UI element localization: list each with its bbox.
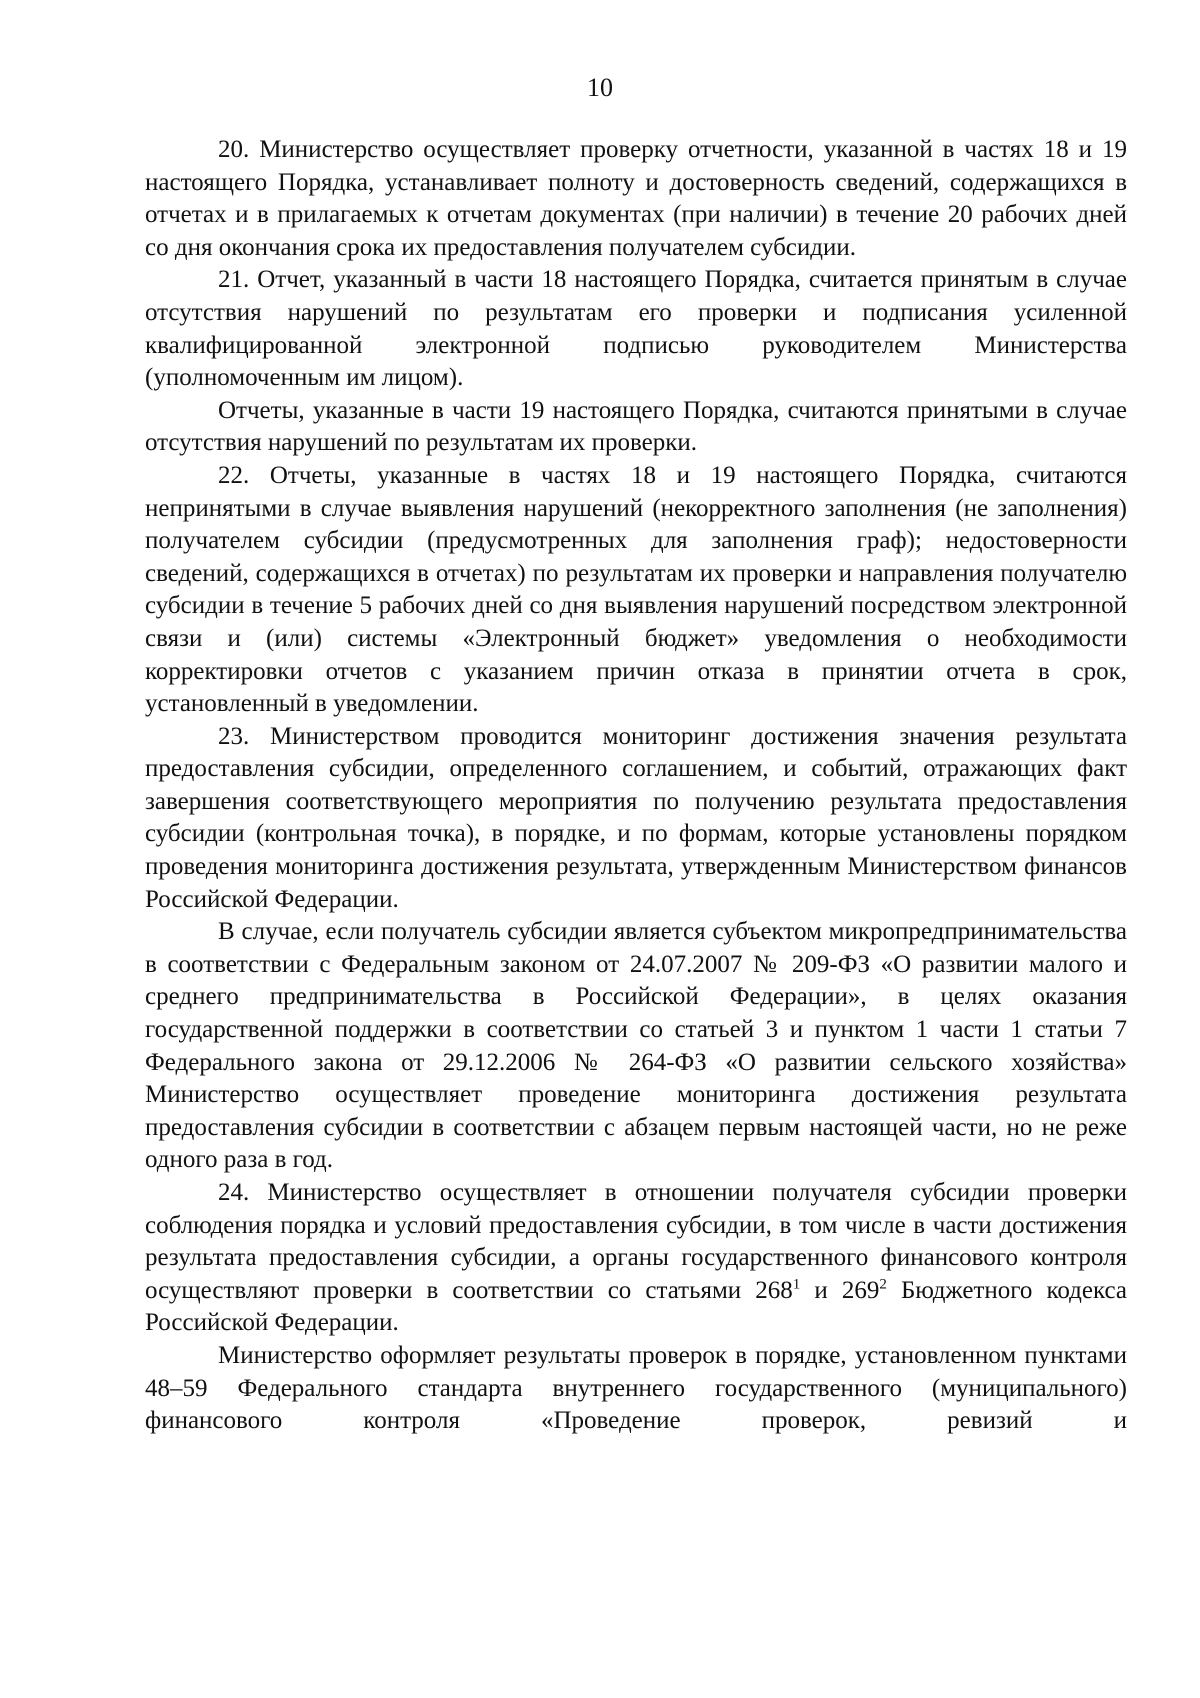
paragraph-24: [145, 1177, 1127, 1340]
superscript-1: 1: [792, 1276, 801, 1293]
paragraph-24-text-middle: и 269: [800, 1276, 880, 1304]
paragraph-21: 21. Отчет, указанный в части 18 настоящего Порядка, считается принятым в случае отсутствия нарушений по результатам его проверки и подписания усиленной квалифицированной электронной подписью руководителем Министерства (уполномоченным им лицом).: [145, 266, 1127, 392]
paragraph-22: 22. Отчеты, указанные в частях 18 и 19 настоящего Порядка, считаются непринятыми в случае выявления нарушений (некорректного заполнения (не заполнения) получателем субсидии (предусмотренных для заполнения граф); недостоверности сведений, содержащихся в отчетах) по результатам их проверки и направления получателю субсидии в течение 5 рабочих дней со дня выявления нарушений посредством электронной связи и (или) системы «Электронный бюджет» уведомления о необходимости корректировки отчетов с указанием причин отказа в принятии отчета в срок, установленный в уведомлении.: [145, 461, 1127, 718]
paragraph-24-text-after: Бюджетного кодекса Российской Федерации.: [145, 1276, 1127, 1337]
paragraph-23: 23. Министерством проводится мониторинг достижения значения результата предоставления субсидии, определенного соглашением, и событий, отражающих факт завершения соответствующего мероприятия по получению результата предоставления субсидии (контрольная точка), в порядке, и по формам, которые установлены порядком проведения мониторинга достижения результата, утвержденным Министерством финансов Российской Федерации.: [145, 722, 1127, 913]
document-body: [145, 134, 1127, 1438]
paragraph-24-text-before: 24. Министерство осуществляет в отношении получателя субсидии проверки соблюдения порядка и условий предоставления субсидии, в том числе в части достижения результата предоставления субсидии, а органы государственного финансового контроля осуществляют проверки в соответствии со статьями 268: [145, 1179, 1127, 1304]
paragraph-23-micro: В случае, если получатель субсидии является субъектом микропредпринимательства в соответствии с Федеральным законом от 24.07.2007 № 209-ФЗ «О развитии малого и среднего предпринимательства в Российской Федерации», в целях оказания государственной поддержки в соответствии со статьей 3 и пунктом 1 части 1 статьи 7 Федерального закона от 29.12.2006 № 264-ФЗ «О развитии сельского хозяйства» Министерство осуществляет проведение мониторинга достижения результата предоставления субсидии в соответствии с абзацем первым настоящей части, но не реже одного раза в год.: [145, 918, 1127, 1174]
superscript-2: 2: [879, 1276, 887, 1293]
paragraph-21-reports: Отчеты, указанные в части 19 настоящего Порядка, считаются принятыми в случае отсутствия нарушений по результатам их проверки.: [145, 396, 1127, 457]
page-number: 10: [587, 73, 613, 102]
paragraph-20: 20. Министерство осуществляет проверку отчетности, указанной в частях 18 и 19 настоящего Порядка, устанавливает полноту и достоверность сведений, содержащихся в отчетах и в прилагаемых к отчетам документах (при наличии) в течение 20 рабочих дней со дня окончания срока их предоставления получателем субсидии.: [145, 136, 1127, 261]
paragraph-24-results: Министерство оформляет результаты проверок в порядке, установленном пунктами 48–59 Федерального стандарта внутреннего государственного (муниципального) финансового контроля «Проведение проверок, ревизий и: [145, 1341, 1127, 1435]
